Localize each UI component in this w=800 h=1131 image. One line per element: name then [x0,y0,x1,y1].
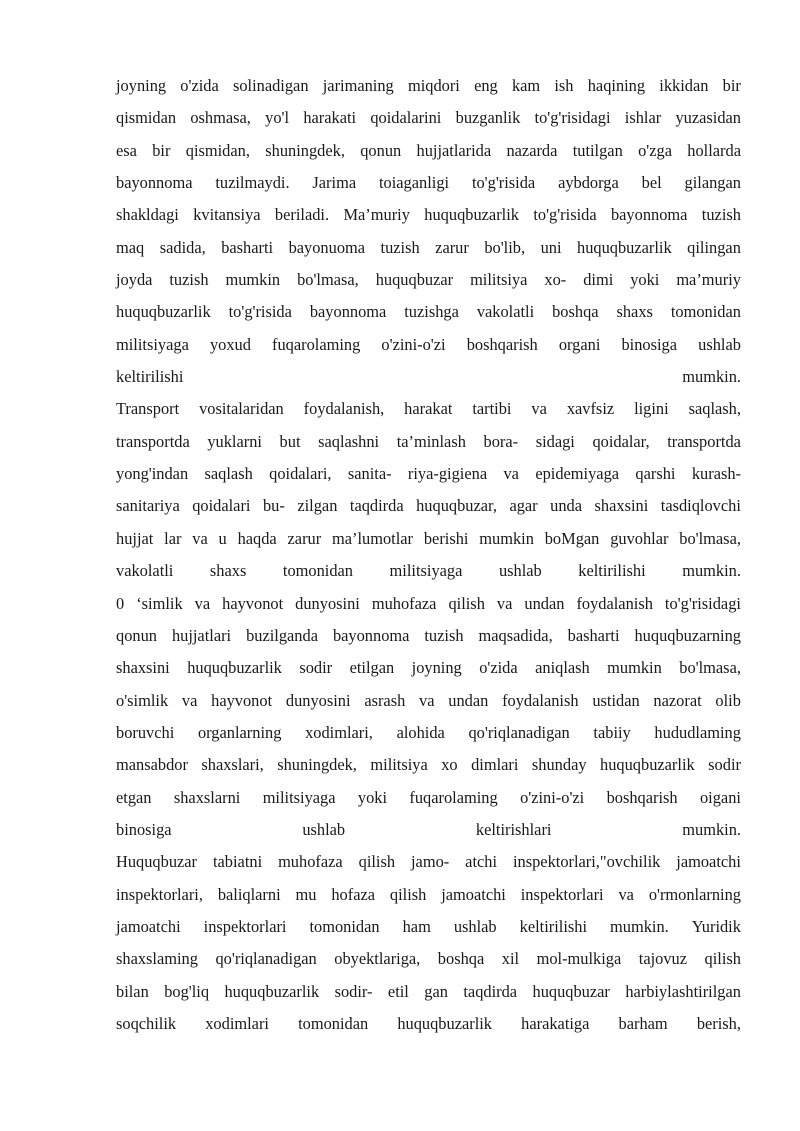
text-line [116,879,741,911]
word: epidemiyaga [535,464,620,484]
text-line [116,102,741,134]
word: yong'indan [116,464,189,484]
word: Transport [116,399,180,419]
word: guvohlar [610,528,669,548]
word: xodimlari [205,1013,269,1033]
word: qarshi [635,464,676,484]
word: unda [550,496,583,516]
word: foydalanish, [303,399,385,419]
word: huquqbuzarlik [187,658,282,678]
word: o'zini-o'zi [520,787,585,807]
text-line [116,264,741,296]
word: miqdori [407,76,460,95]
word: beriladi. [274,205,330,225]
word: boruvchi [116,722,175,742]
word: qilish [389,884,427,904]
word: shuningdek, [265,140,345,160]
word: zarur [435,237,469,257]
word: mu [295,884,317,904]
word: etgan [116,787,152,807]
word: bayonuoma [288,237,366,257]
word: binosiga [116,819,172,839]
word: toiaganligi [378,173,450,193]
text-line [116,976,741,1008]
word: shaxs [616,302,653,322]
word: militsiya [470,270,528,290]
word: jamo- [411,852,450,872]
word: qilish [448,593,485,613]
word: mumkin. [610,916,669,936]
word: hollarda [687,140,741,160]
word: boshqarish [606,787,678,807]
word: 0 [116,593,125,613]
word: boshqa [437,949,485,969]
word: harakati [303,108,357,128]
word: yoki [630,270,660,290]
word: Yuridik [691,916,741,936]
word: shaxsini [116,658,170,678]
word: hofaza [331,884,376,904]
word: sodir- [334,981,373,1001]
word: bora- [483,431,519,451]
text-line [116,782,741,814]
word: tuzish [169,270,209,290]
word: sanita- [347,464,392,484]
word: asrash [364,690,406,710]
word: berish, [696,1013,741,1033]
word: kurash- [691,464,741,484]
word: shaxs [209,561,247,581]
word: zarur [287,528,322,548]
word: mumkin. [682,561,741,581]
word: ustidan [592,690,640,710]
word: tuzish [380,237,420,257]
text-line [116,393,741,425]
word: xil [501,949,520,969]
word: dimi [583,270,614,290]
word: aybdorga [558,173,619,193]
word: militsiyaga [116,334,189,354]
word: bo'lmasa, [297,270,359,290]
word: transportda [667,431,741,451]
word: buzilganda [246,625,318,645]
word: keltirilishi [578,561,646,581]
word: qo'riqlanadigan [215,949,317,969]
word: qo'riqlanadigan [468,722,570,742]
text-line [116,685,741,717]
word: o'rmonlarning [648,884,741,904]
text-line [116,296,741,328]
word: bo'lmasa, [679,658,741,678]
word: to'g'risidagi [534,108,611,128]
text-line [116,523,741,555]
word: sodir [708,755,741,775]
word: ma’lumotlar [332,528,414,548]
word: tuzishga [404,302,459,322]
text-line [116,652,741,684]
word: huquqbuzarning [634,625,741,645]
text-line [116,846,741,878]
word: hujjatlarida [416,140,492,160]
word: yo'l [265,108,290,128]
word: o'zida [180,76,219,95]
word: agar [509,496,538,516]
word: inspektorlari [520,884,604,904]
word: tomonidan [670,302,741,322]
word: bayonnoma [309,302,387,322]
word: qilish [358,852,396,872]
word: ham [402,916,431,936]
text-line [116,458,741,490]
word: zilgan [297,496,338,516]
word: militsiyaga [262,787,336,807]
word: mansabdor [116,755,188,775]
word: transportda [116,431,190,451]
word: qilingan [687,237,741,257]
word: ikkidan [659,76,709,95]
word: dunyosini [285,690,351,710]
word: inspektorlari,"ovchilik [512,852,661,872]
word: ushlab [698,334,741,354]
word: o'zga [638,140,672,160]
word: solinadigan [232,76,309,95]
word: xo [441,755,458,775]
word: olib [715,690,741,710]
word: shakldagi [116,205,179,225]
word: ‘simlik [136,593,183,613]
word: shaxslari, [201,755,264,775]
text-line [116,814,741,846]
word: qismidan [116,108,177,128]
word: jarimaning [322,76,394,95]
word: tutilgan [572,140,623,160]
word: hayvonot [211,690,273,710]
word: haqining [587,76,646,95]
word: huquqbuzarlik [224,981,320,1001]
word: sanitariya [116,496,180,516]
word: taqdirda [349,496,404,516]
word: yoki [357,787,388,807]
text-line [116,329,741,361]
word: o'zida [479,658,518,678]
word: tuzilmaydi. [215,173,290,193]
word: boMgan [544,528,600,548]
word: maq [116,237,145,257]
word: Jarima [312,173,357,193]
word: harakatiga [521,1013,590,1033]
word: dimlari [471,755,519,775]
word: ligini [634,399,669,419]
word: sodir [299,658,333,678]
word: gan [424,981,448,1001]
word: huquqbuzarlik [116,302,211,322]
word: shuningdek, [277,755,357,775]
word: nazorat [653,690,702,710]
word: vakolatli [476,302,535,322]
word: o'simlik [116,690,169,710]
word: harakat [404,399,453,419]
word: fuqarolaming [409,787,498,807]
word: u [218,528,227,548]
text-line [116,232,741,264]
word: inspektorlari [203,916,287,936]
word: qoidalar, [592,431,650,451]
word: organlarning [197,722,282,742]
word: obyektlariga, [334,949,421,969]
word: xodimlari, [305,722,373,742]
text-line [116,490,741,522]
text-line [116,199,741,231]
word: oshmasa, [190,108,251,128]
word: barham [618,1013,668,1033]
word: mol-mulkiga [536,949,622,969]
word: va [531,399,547,419]
word: qonun [116,625,157,645]
word: lar [164,528,182,548]
word: bayonnoma [610,205,688,225]
word: huquqbuzarlik [577,237,672,257]
word: tuzish [701,205,741,225]
word: saqlash [204,464,253,484]
word: baliqlarni [217,884,281,904]
word: shaxslaming [116,949,198,969]
word: xo- [544,270,567,290]
word: va [503,464,519,484]
word: qoidalari [192,496,251,516]
word: aniqlash [535,658,590,678]
text-line [116,426,741,458]
text-line [116,943,741,975]
word: oigani [699,787,741,807]
word: jamoatchi [441,884,506,904]
text-line [116,135,741,167]
word: binosiga [621,334,678,354]
word: atchi [465,852,498,872]
word: esa [116,140,137,160]
word: va [181,690,198,710]
word: Huquqbuzar [116,852,198,872]
word: ma’muriy [676,270,741,290]
body-text [116,70,741,1040]
word: bayonnoma [116,173,193,193]
word: joyning [411,658,462,678]
word: joyda [116,270,153,290]
word: bu- [262,496,285,516]
word: to'g'risidagi [664,593,741,613]
word: yuzasidan [675,108,741,128]
word: eng [474,76,498,95]
word: bo'lib, [484,237,526,257]
word: basharti [567,625,620,645]
word: soqchilik [116,1013,177,1033]
text-line [116,70,741,102]
word: dunyosini [295,593,360,613]
word: militsiya [370,755,428,775]
word: shaxslarni [173,787,241,807]
word: va [618,884,634,904]
word: Ma’muriy [343,205,410,225]
word: bayonnoma [332,625,410,645]
word: gilangan [684,173,741,193]
word: undan [524,593,565,613]
word: tomonidan [298,1013,369,1033]
word: qonun [360,140,402,160]
word: jamoatchi [676,852,741,872]
word: shaxsini [594,496,649,516]
word: hududlaming [654,722,741,742]
word: hujjat [116,528,154,548]
word: tomonidan [282,561,353,581]
word: qoidalarini [370,108,442,128]
word: to'g'risida [228,302,292,322]
word: muhofaza [371,593,437,613]
word: bo'lmasa, [679,528,741,548]
word: maqsadida, [478,625,553,645]
word: qoidalari, [269,464,332,484]
word: sadida, [159,237,206,257]
word: bilan [116,981,149,1001]
word: foydalanish [502,690,579,710]
word: ishlar [624,108,662,128]
word: qilish [704,949,741,969]
word: jamoatchi [116,916,181,936]
word: o'zini-o'zi [381,334,446,354]
word: keltirilishi [519,916,588,936]
word: alohida [396,722,445,742]
text-line [116,555,741,587]
word: bir [722,76,741,95]
word: mumkin [607,658,662,678]
word: mumkin. [682,819,741,839]
word: huquqbuzarlik [600,755,695,775]
text-line [116,361,741,393]
word: organi [558,334,601,354]
word: kvitansiya [193,205,261,225]
word: mumkin. [682,367,741,387]
word: huquqbuzarlik [397,1013,493,1033]
word: but [279,431,301,451]
word: berishi [423,528,469,548]
word: inspektorlari, [116,884,203,904]
text-line [116,911,741,943]
text-line [116,1008,741,1040]
word: etil [387,981,409,1001]
word: tabiatni [212,852,263,872]
word: xavfsiz [566,399,615,419]
word: mumkin [225,270,281,290]
word: keltirilishi [116,367,184,387]
word: keltirishlari [475,819,552,839]
word: va [496,593,513,613]
word: joyning [116,76,167,95]
word: tartibi [472,399,512,419]
text-line [116,620,741,652]
word: shunday [531,755,587,775]
word: tomonidan [309,916,380,936]
word: qismidan, [185,140,250,160]
word: saqlash, [688,399,741,419]
word: boshqarish [466,334,538,354]
word: yuklarni [207,431,262,451]
word: vositalaridan [199,399,284,419]
word: fuqarolaming [272,334,361,354]
word: tuzish [424,625,464,645]
word: ish [554,76,574,95]
word: mumkin [479,528,534,548]
word: huquqbuzar, [416,496,497,516]
word: huquqbuzarlik [424,205,519,225]
word: harbiylashtirilgan [625,981,741,1001]
word: bog'liq [164,981,210,1001]
word: vakolatli [116,561,174,581]
word: huquqbuzar [375,270,454,290]
word: ushlab [302,819,346,839]
word: taqdirda [463,981,518,1001]
word: etilgan [349,658,395,678]
word: foydalanish [576,593,653,613]
word: basharti [221,237,274,257]
word: saqlashni [318,431,380,451]
word: hayvonot [222,593,284,613]
word: va [194,593,211,613]
word: tasdiqlovchi [660,496,741,516]
word: hujjatlari [171,625,232,645]
word: uni [540,237,562,257]
word: boshqa [552,302,599,322]
word: tajovuz [638,949,688,969]
word: riya-gigiena [407,464,488,484]
word: to'g'risida [533,205,597,225]
word: yoxud [209,334,251,354]
word: to'g'risida [471,173,536,193]
word: ta’minlash [396,431,466,451]
word: muhofaza [278,852,343,872]
text-line [116,588,741,620]
text-line [116,749,741,781]
word: kam [511,76,541,95]
word: va [419,690,435,710]
text-line [116,717,741,749]
word: haqda [237,528,277,548]
word: buzganlik [455,108,521,128]
word: huquqbuzar [532,981,610,1001]
word: sidagi [535,431,575,451]
word: ushlab [498,561,542,581]
word: militsiyaga [389,561,463,581]
word: bel [641,173,662,193]
word: undan [448,690,489,710]
word: va [192,528,208,548]
text-line [116,167,741,199]
word: nazarda [506,140,558,160]
word: ushlab [453,916,497,936]
word: bir [152,140,171,160]
word: tabiiy [593,722,631,742]
